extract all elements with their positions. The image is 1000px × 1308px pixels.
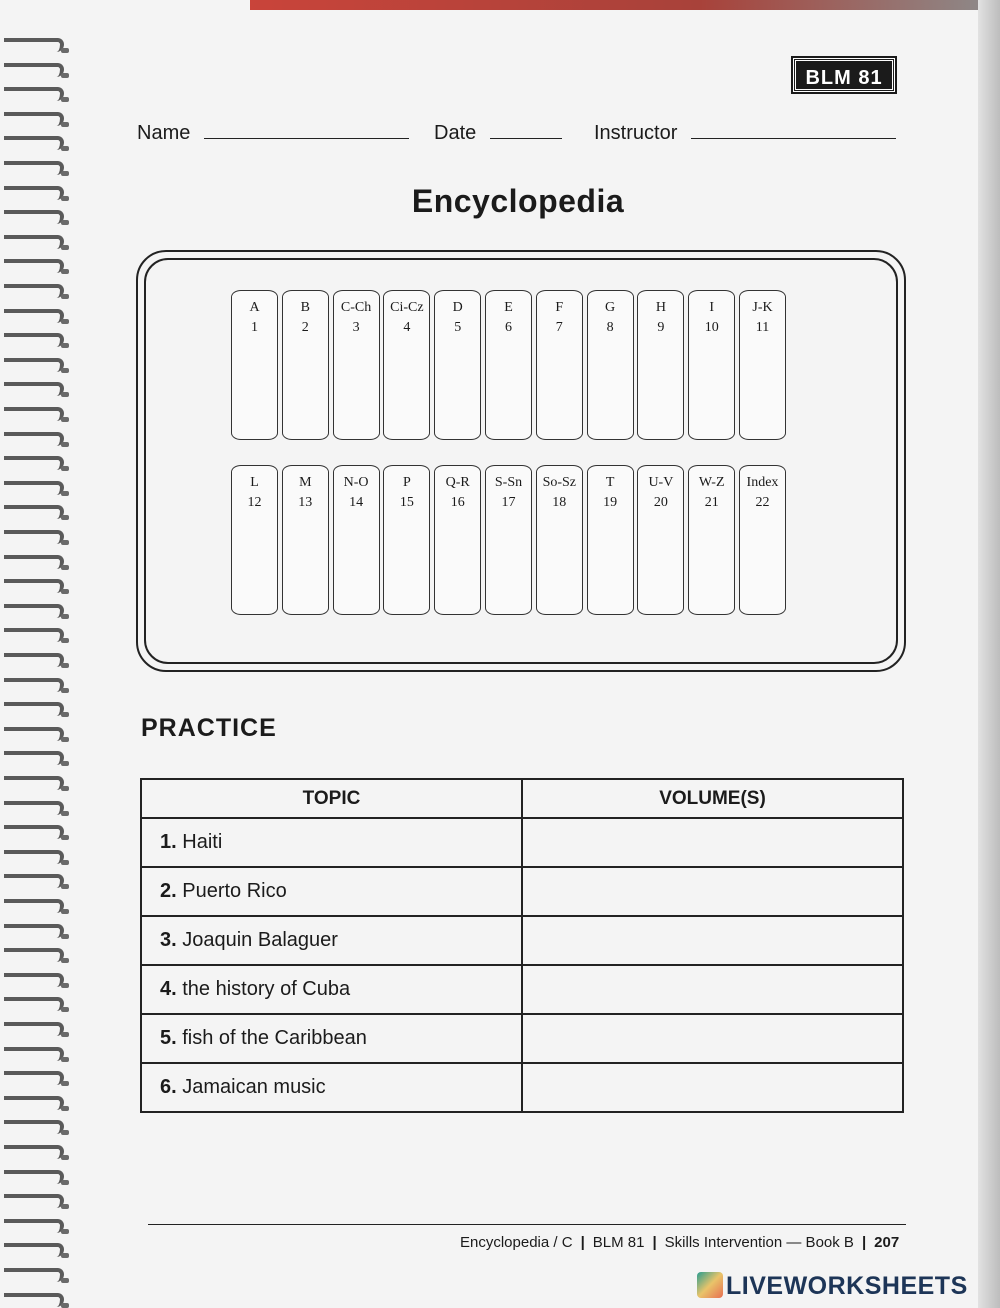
- practice-heading: PRACTICE: [141, 714, 277, 742]
- volume-letters: E: [504, 300, 513, 315]
- volume-answer-cell: [522, 1063, 903, 1112]
- spiral-ring: [4, 63, 64, 77]
- volume-answer-input[interactable]: [523, 1064, 902, 1111]
- spiral-ring: [4, 432, 64, 446]
- spiral-ring: [4, 1293, 64, 1307]
- spiral-ring: [4, 87, 64, 101]
- volume-number: 11: [755, 320, 770, 335]
- spiral-ring: [4, 1194, 64, 1208]
- topic-text: Joaquin Balaguer: [182, 929, 338, 951]
- encyclopedia-volume: [587, 290, 634, 440]
- encyclopedia-volume: [739, 290, 786, 440]
- encyclopedia-volume: [637, 465, 684, 615]
- date-label: Date: [434, 122, 477, 144]
- volume-number: 10: [704, 320, 719, 335]
- volume-letters: U-V: [648, 475, 674, 490]
- table-row: [141, 965, 903, 1014]
- spiral-ring: [4, 284, 64, 298]
- volume-letters: L: [250, 475, 259, 490]
- spiral-ring: [4, 112, 64, 126]
- spiral-ring: [4, 1047, 64, 1061]
- spiral-ring: [4, 1096, 64, 1110]
- spiral-ring: [4, 161, 64, 175]
- topic-cell: [141, 1063, 522, 1112]
- table-row: [141, 916, 903, 965]
- encyclopedia-volume: [282, 290, 329, 440]
- encyclopedia-volume: [688, 290, 735, 440]
- spiral-ring: [4, 727, 64, 741]
- topic-text: Puerto Rico: [182, 880, 287, 902]
- footer-blm: BLM 81: [592, 1234, 645, 1251]
- spiral-ring: [4, 948, 64, 962]
- spiral-ring: [4, 481, 64, 495]
- volume-letters: I: [709, 300, 715, 315]
- name-label: Name: [137, 122, 191, 144]
- encyclopedia-volume: [333, 290, 380, 440]
- spiral-ring: [4, 358, 64, 372]
- volume-letters: M: [299, 475, 312, 490]
- encyclopedia-volume: [536, 290, 583, 440]
- spiral-ring: [4, 604, 64, 618]
- instructor-field: [594, 120, 896, 145]
- volume-number: 5: [454, 320, 462, 335]
- encyclopedia-volume: [333, 465, 380, 615]
- spiral-ring: [4, 555, 64, 569]
- encyclopedia-volume: [282, 465, 329, 615]
- spiral-ring: [4, 997, 64, 1011]
- page-title: Encyclopedia: [411, 183, 625, 219]
- volume-number: 13: [298, 495, 313, 510]
- topic-text: the history of Cuba: [182, 978, 351, 1000]
- volume-number: 2: [301, 320, 309, 335]
- spiral-ring: [4, 456, 64, 470]
- spiral-ring: [4, 801, 64, 815]
- spiral-ring: [4, 973, 64, 987]
- encyclopedia-volume: [688, 465, 735, 615]
- encyclopedia-volume: [739, 465, 786, 615]
- volume-letters: N-O: [343, 475, 369, 490]
- page-number: 207: [874, 1234, 900, 1251]
- spiral-ring: [4, 702, 64, 716]
- volume-number: 18: [552, 495, 567, 510]
- volume-answer-input[interactable]: [523, 868, 902, 915]
- watermark-text: LIVEWORKSHEETS: [726, 1272, 968, 1300]
- spiral-ring: [4, 333, 64, 347]
- volume-answer-input[interactable]: [523, 1015, 902, 1062]
- date-line[interactable]: [490, 120, 562, 139]
- encyclopedia-volume: [637, 290, 684, 440]
- spiral-ring: [4, 1243, 64, 1257]
- volume-letters: A: [249, 300, 260, 315]
- volume-answer-input[interactable]: [523, 917, 902, 964]
- volume-letters: Index: [746, 475, 779, 490]
- spiral-ring: [4, 505, 64, 519]
- volume-letters: H: [655, 300, 666, 315]
- volumes-column-header: VOLUME(S): [522, 779, 903, 818]
- item-number: 6.: [160, 1076, 177, 1098]
- volume-answer-cell: [522, 818, 903, 867]
- volume-letters: C-Ch: [340, 300, 372, 315]
- encyclopedia-volume: [485, 465, 532, 615]
- volume-number: 21: [704, 495, 719, 510]
- spiral-ring: [4, 309, 64, 323]
- spiral-ring: [4, 653, 64, 667]
- spiral-ring: [4, 210, 64, 224]
- volume-number: 14: [349, 495, 364, 510]
- spiral-binding: [0, 0, 70, 1308]
- volume-number: 17: [501, 495, 516, 510]
- spiral-ring: [4, 874, 64, 888]
- volume-number: 3: [352, 320, 360, 335]
- topic-column-header: TOPIC: [141, 779, 522, 818]
- topic-cell: [141, 867, 522, 916]
- page-footer: Encyclopedia / C | BLM 81 | Skills Intervention — Book B | 207: [460, 1234, 900, 1251]
- topic-cell: [141, 1014, 522, 1063]
- spiral-ring: [4, 235, 64, 249]
- encyclopedia-volume: [231, 290, 278, 440]
- volume-number: 12: [247, 495, 262, 510]
- spiral-ring: [4, 776, 64, 790]
- instructor-label: Instructor: [594, 122, 678, 144]
- volume-answer-cell: [522, 1014, 903, 1063]
- encyclopedia-volume: [536, 465, 583, 615]
- volume-letters: F: [555, 300, 564, 315]
- table-header-row: [141, 779, 903, 818]
- spiral-ring: [4, 899, 64, 913]
- spiral-ring: [4, 1170, 64, 1184]
- spiral-ring: [4, 530, 64, 544]
- spiral-ring: [4, 751, 64, 765]
- volume-number: 16: [450, 495, 465, 510]
- footer-book: Skills Intervention — Book B: [664, 1234, 854, 1251]
- footer-rule: [148, 1224, 906, 1225]
- topic-text: Jamaican music: [182, 1076, 326, 1098]
- volume-letters: B: [300, 300, 310, 315]
- spiral-ring: [4, 825, 64, 839]
- blm-badge: BLM 81: [793, 58, 895, 92]
- spiral-ring: [4, 1071, 64, 1085]
- volume-letters: S-Sn: [494, 475, 523, 490]
- spiral-ring: [4, 1022, 64, 1036]
- table-row: [141, 867, 903, 916]
- item-number: 5.: [160, 1027, 177, 1049]
- liveworksheets-watermark: [697, 1271, 968, 1301]
- topic-cell: [141, 965, 522, 1014]
- practice-table: [140, 778, 904, 1113]
- volume-number: 20: [653, 495, 668, 510]
- volume-letters: Q-R: [445, 475, 470, 490]
- volume-answer-cell: [522, 867, 903, 916]
- spiral-ring: [4, 1268, 64, 1282]
- encyclopedia-volume: [434, 465, 481, 615]
- spiral-ring: [4, 678, 64, 692]
- volume-number: 4: [403, 320, 411, 335]
- volume-letters: J-K: [752, 300, 773, 315]
- name-field: [137, 120, 409, 145]
- volume-answer-input[interactable]: [523, 819, 902, 866]
- encyclopedia-volume: [383, 465, 430, 615]
- encyclopedia-volume: [485, 290, 532, 440]
- encyclopedia-volume: [383, 290, 430, 440]
- spiral-ring: [4, 1219, 64, 1233]
- table-row: [141, 1063, 903, 1112]
- topic-text: Haiti: [182, 831, 223, 853]
- name-line[interactable]: [204, 120, 409, 139]
- encyclopedia-volume: [231, 465, 278, 615]
- volume-number: 22: [755, 495, 770, 510]
- item-number: 2.: [160, 880, 177, 902]
- spiral-ring: [4, 924, 64, 938]
- encyclopedia-volume: [587, 465, 634, 615]
- spiral-ring: [4, 38, 64, 52]
- item-number: 4.: [160, 978, 177, 1000]
- instructor-line[interactable]: [691, 120, 896, 139]
- book-page-edge: [978, 0, 1000, 1308]
- spiral-ring: [4, 136, 64, 150]
- volume-number: 9: [657, 320, 665, 335]
- volume-number: 15: [399, 495, 414, 510]
- volume-letters: P: [402, 475, 411, 490]
- volume-letters: Ci-Cz: [390, 300, 424, 315]
- volume-number: 1: [251, 320, 258, 335]
- topic-cell: [141, 818, 522, 867]
- spiral-ring: [4, 628, 64, 642]
- volume-number: 6: [505, 320, 512, 335]
- liveworksheets-logo-icon: [697, 1272, 723, 1298]
- volume-letters: W-Z: [698, 475, 725, 490]
- book-top-edge: [250, 0, 1000, 10]
- spiral-ring: [4, 186, 64, 200]
- topic-cell: [141, 916, 522, 965]
- volume-number: 8: [606, 320, 614, 335]
- encyclopedia-volume: [434, 290, 481, 440]
- spiral-ring: [4, 1120, 64, 1134]
- item-number: 3.: [160, 929, 177, 951]
- table-row: [141, 818, 903, 867]
- volume-answer-cell: [522, 916, 903, 965]
- item-number: 1.: [160, 831, 177, 853]
- volume-letters: So-Sz: [542, 475, 577, 490]
- volume-answer-cell: [522, 965, 903, 1014]
- table-row: [141, 1014, 903, 1063]
- date-field: [434, 120, 562, 145]
- topic-text: fish of the Caribbean: [182, 1027, 367, 1049]
- volume-answer-input[interactable]: [523, 966, 902, 1013]
- spiral-ring: [4, 259, 64, 273]
- volume-letters: T: [605, 475, 615, 490]
- footer-section: Encyclopedia / C: [460, 1234, 573, 1251]
- spiral-ring: [4, 1145, 64, 1159]
- spiral-ring: [4, 579, 64, 593]
- spiral-ring: [4, 407, 64, 421]
- volume-letters: G: [605, 300, 616, 315]
- volume-number: 7: [555, 320, 563, 335]
- spiral-ring: [4, 850, 64, 864]
- volume-number: 19: [603, 495, 618, 510]
- volume-letters: D: [452, 300, 463, 315]
- spiral-ring: [4, 382, 64, 396]
